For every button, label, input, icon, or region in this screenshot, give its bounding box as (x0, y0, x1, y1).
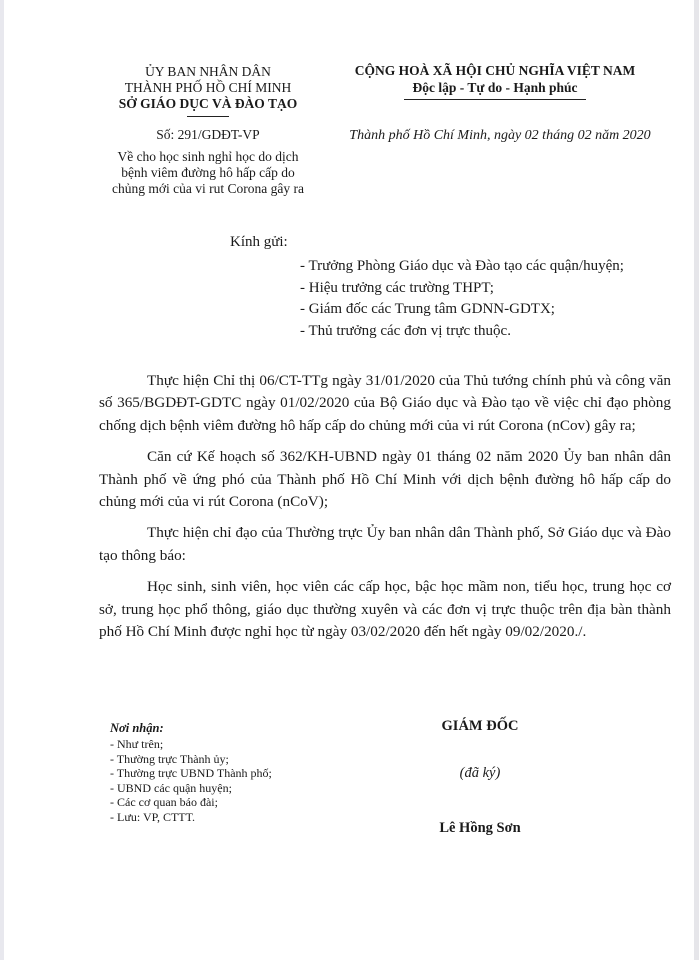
distribution-list (110, 737, 272, 824)
issuing-agency-block (86, 64, 330, 197)
signed-note: (đã ký) (459, 765, 501, 781)
recipient-item: - Giám đốc các Trung tâm GDNN-GDTX; (300, 301, 555, 317)
subject-line: bệnh viêm đường hô hấp cấp do (121, 165, 295, 180)
national-motto: Độc lập - Tự do - Hạnh phúc (412, 80, 578, 95)
recipients-list (300, 256, 624, 342)
signer-name: Lê Hồng Sơn (439, 820, 521, 836)
body-paragraph: Căn cứ Kế hoạch số 362/KH-UBND ngày 01 tháng 02 năm 2020 Ủy ban nhân dân Thành phố về ứng phó của Thành phố Hồ Chí Minh với dịch bệnh đường hô hấp cấp do chủng mới của vi rút Corona (nCoV); (99, 448, 671, 511)
distribution-item: - Thường trực Thành ủy; (110, 751, 229, 766)
body-paragraph: Thực hiện chỉ đạo của Thường trực Ủy ban nhân dân Thành phố, Sở Giáo dục và Đào tạo thông báo: (99, 524, 671, 564)
document-body (99, 370, 671, 652)
distribution-item: - UBND các quận huyện; (110, 780, 232, 795)
motto-underline (404, 99, 586, 100)
recipient-item: - Thủ trưởng các đơn vị trực thuộc. (300, 322, 511, 339)
signer-title: GIÁM ĐỐC (441, 718, 519, 734)
body-paragraph: Thực hiện Chỉ thị 06/CT-TTg ngày 31/01/2020 của Thủ tướng chính phủ và công văn số 365/BGDĐT-GDTC ngày 01/02/2020 của Bộ Giáo dục và Đào tạo về việc chỉ đạo phòng chống dịch bệnh viêm đường hô hấp cấp do chủng mới của vi rút Corona (nCov) gây ra; (99, 372, 671, 434)
national-title: CỘNG HOÀ XÃ HỘI CHỦ NGHĨA VIỆT NAM (354, 63, 636, 78)
distribution-item: - Thường trực UBND Thành phố; (110, 766, 272, 780)
recipient-item: - Trưởng Phòng Giáo dục và Đào tạo các quận/huyện; (300, 258, 624, 274)
distribution-title: Nơi nhận: (110, 721, 164, 735)
subject (86, 149, 330, 197)
subject-line: chủng mới của vi rut Corona gây ra (112, 181, 304, 196)
agency-line-1: ỦY BAN NHÂN DÂN (145, 64, 271, 79)
recipients-title: Kính gửi: (230, 234, 288, 250)
reference-number: Số: 291/GDĐT-VP (156, 127, 260, 142)
agency-name: SỞ GIÁO DỤC VÀ ĐÀO TẠO (118, 96, 298, 111)
signature-block (400, 718, 560, 837)
agency-line-2: THÀNH PHỐ HỒ CHÍ MINH (124, 80, 292, 95)
subject-line: Về cho học sinh nghỉ học do dịch (117, 149, 299, 164)
recipient-item: - Hiệu trưởng các trường THPT; (300, 279, 494, 296)
national-heading (320, 62, 670, 100)
distribution-item: - Lưu: VP, CTTT. (110, 809, 196, 824)
distribution-item: - Các cơ quan báo đài; (110, 795, 218, 809)
distribution-item: - Như trên; (110, 737, 164, 751)
agency-underline (187, 116, 229, 117)
body-paragraph: Học sinh, sinh viên, học viên các cấp học, bậc học mầm non, tiểu học, trung học cơ sở, trung học phổ thông, giáo dục thường xuyên và các đơn vị trực thuộc trên địa bàn thành phố Hồ Chí Minh được nghỉ học từ ngày 03/02/2020 đến hết ngày 09/02/2020./. (99, 578, 671, 641)
dateline: Thành phố Hồ Chí Minh, ngày 02 tháng 02 năm 2020 (349, 128, 651, 143)
